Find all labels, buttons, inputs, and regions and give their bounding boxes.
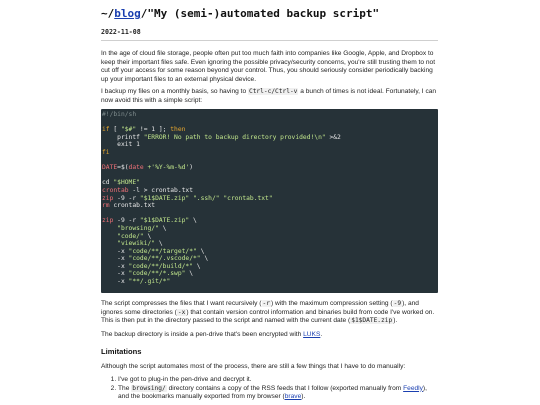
code-token: "$HOME" <box>113 179 140 187</box>
code-line <box>102 233 437 241</box>
code-token: -x <box>102 270 129 278</box>
code-token <box>102 225 117 232</box>
feedly-link[interactable]: Feedly <box>403 384 423 392</box>
code-line <box>102 202 437 210</box>
title-suffix: /"My (semi-)automated backup script" <box>140 7 380 20</box>
li2-c: ), and the bookmarks manually exported from my browser ( <box>118 384 427 401</box>
code-line <box>102 187 437 195</box>
code-line <box>102 278 437 286</box>
explain-d: ) that contain version control information and binaries build from code I've worked on. This is then put in the directory passed to the script and named with the current date ( <box>101 308 435 325</box>
code-token: -9 -r <box>113 194 140 202</box>
brave-link[interactable]: brave <box>284 393 302 401</box>
code-token: "viewiki/" <box>117 240 156 248</box>
encrypt-b: . <box>320 331 323 338</box>
code-line <box>102 248 437 256</box>
post-date: 2022-11-08 <box>101 28 141 36</box>
inline-code-x: -x <box>177 308 186 316</box>
code-token: "code/**/build/*" <box>128 262 193 270</box>
code-token: \ <box>189 217 197 225</box>
code-token: +'%Y-%m-%d' <box>147 164 190 172</box>
code-line <box>102 134 437 142</box>
code-token: \ <box>185 270 194 278</box>
code-token: DATE <box>102 164 118 172</box>
code-token: \ <box>143 232 152 240</box>
code-token: -x <box>102 247 129 255</box>
page-title <box>101 7 379 21</box>
explain-e: ). <box>393 317 398 325</box>
code-token: fi <box>102 148 110 156</box>
code-block <box>101 109 438 293</box>
code-token: exit 1 <box>102 141 140 149</box>
code-token: "code/**/*.swp" <box>128 270 186 278</box>
code-token: "code/**/target/*" <box>128 247 197 255</box>
code-token: -9 -r <box>113 217 140 225</box>
list-item: 1. I've got to plug-in the pen-drive and decrypt it. <box>118 376 438 385</box>
code-token: -x <box>102 262 129 270</box>
code-token: crontab <box>102 186 129 194</box>
code-token: ".ssh/" <box>193 194 220 202</box>
code-line <box>102 225 437 233</box>
li2-b: directory contains a copy of the RSS feeds that I follow (exported manually from <box>166 384 404 392</box>
code-token: "code/**/.vscode/*" <box>128 255 201 263</box>
explain-c: ), and ignores some directories ( <box>101 300 419 316</box>
blog-link[interactable]: blog <box>114 7 141 20</box>
code-line <box>102 164 437 172</box>
code-token: \ <box>200 255 209 263</box>
code-line <box>102 217 437 225</box>
code-token: printf <box>102 133 144 141</box>
code-token: "$1$DATE.zip" <box>139 217 190 225</box>
inline-code-r: -r <box>262 300 270 307</box>
explanation-paragraph <box>101 300 438 326</box>
code-token: "ERROR! No path to backup directory provided!\n" <box>143 133 326 141</box>
explain-b: ) with the maximum compression setting ( <box>270 300 393 307</box>
code-token: "code/" <box>117 232 144 240</box>
code-token: if <box>102 126 110 134</box>
intro-paragraph: In the age of cloud file storage, people often put too much faith into companies like Google, Apple, and Dropbox to keep their important files safe. Even ignoring the possible privacy/security concerns, you're still trusting them to not cut off your access for some reason beyond your control. Thus, you should seriously consider periodically backing up your important files to an external physical device. <box>101 50 436 83</box>
li2-d: ). <box>301 393 306 401</box>
code-token: "browsing/" <box>117 224 159 232</box>
code-token: "$1$DATE.zip" <box>139 194 190 202</box>
limitations-list <box>101 376 438 402</box>
code-token: -l > crontab.txt <box>128 186 193 194</box>
code-token: \ <box>158 224 167 232</box>
code-token <box>102 233 117 240</box>
title-prefix: ~/ <box>101 7 115 20</box>
code-line <box>102 263 437 271</box>
luks-link[interactable]: LUKS <box>303 331 321 338</box>
code-line <box>102 195 437 203</box>
code-line <box>102 172 437 180</box>
code-token: -x <box>102 255 129 263</box>
limitations-heading: Limitations <box>101 347 142 356</box>
encrypt-a: The backup directory is inside a pen-drive that's been encrypted with <box>101 331 304 338</box>
code-token: zip <box>102 217 114 225</box>
inline-code-browsing: browsing/ <box>132 384 166 392</box>
code-token: then <box>170 126 186 134</box>
code-token: date <box>128 164 144 172</box>
code-line <box>102 210 437 218</box>
backup-text-b: a bunch of times is not ideal. Fortunately, I can now avoid this with a simple script: <box>101 88 437 104</box>
code-token: -x <box>102 278 129 286</box>
code-token: \ <box>155 240 163 248</box>
code-token: "**/.git/*" <box>128 278 171 286</box>
code-line <box>102 141 437 149</box>
code-line <box>102 157 437 165</box>
code-token: \ <box>196 247 205 255</box>
code-line <box>102 240 437 248</box>
code-line <box>102 149 437 157</box>
encryption-paragraph <box>101 331 438 340</box>
inline-code-9: -9 <box>393 300 402 307</box>
code-line <box>102 119 437 127</box>
code-token: =$( <box>117 164 129 172</box>
code-line <box>102 255 437 263</box>
code-token: rm <box>102 202 110 210</box>
li2-a: The <box>118 384 132 392</box>
code-token: [ <box>109 126 121 134</box>
code-token: "crontab.txt" <box>223 194 273 202</box>
code-token: != 1 ]; <box>136 126 171 134</box>
title-divider <box>101 40 438 41</box>
code-token: \ <box>193 262 201 270</box>
code-line <box>102 270 437 278</box>
code-token: "$#" <box>120 126 137 134</box>
code-token: zip <box>102 194 114 202</box>
code-line <box>102 126 437 134</box>
limitations-paragraph: Although the script automates most of the process, there are still a few things that I have to do manually: <box>101 363 406 370</box>
list-item <box>118 385 438 402</box>
code-token: ) <box>189 164 194 172</box>
code-token: #!/bin/sh <box>102 111 137 118</box>
code-token: cd <box>102 179 114 187</box>
backup-paragraph <box>101 88 438 105</box>
code-line <box>102 111 437 119</box>
code-token <box>102 240 117 247</box>
backup-text-a: I backup my files on a monthly basis, so having to <box>101 88 248 95</box>
code-line <box>102 179 437 187</box>
code-token: >&2 <box>325 133 341 141</box>
inline-code-ctrl: Ctrl-c/Ctrl-v <box>248 88 298 95</box>
inline-code-filename: $1$DATE.zip <box>351 317 393 325</box>
explain-a: The script compresses the files that I want recursively ( <box>101 300 262 307</box>
code-token: crontab.txt <box>109 202 156 210</box>
